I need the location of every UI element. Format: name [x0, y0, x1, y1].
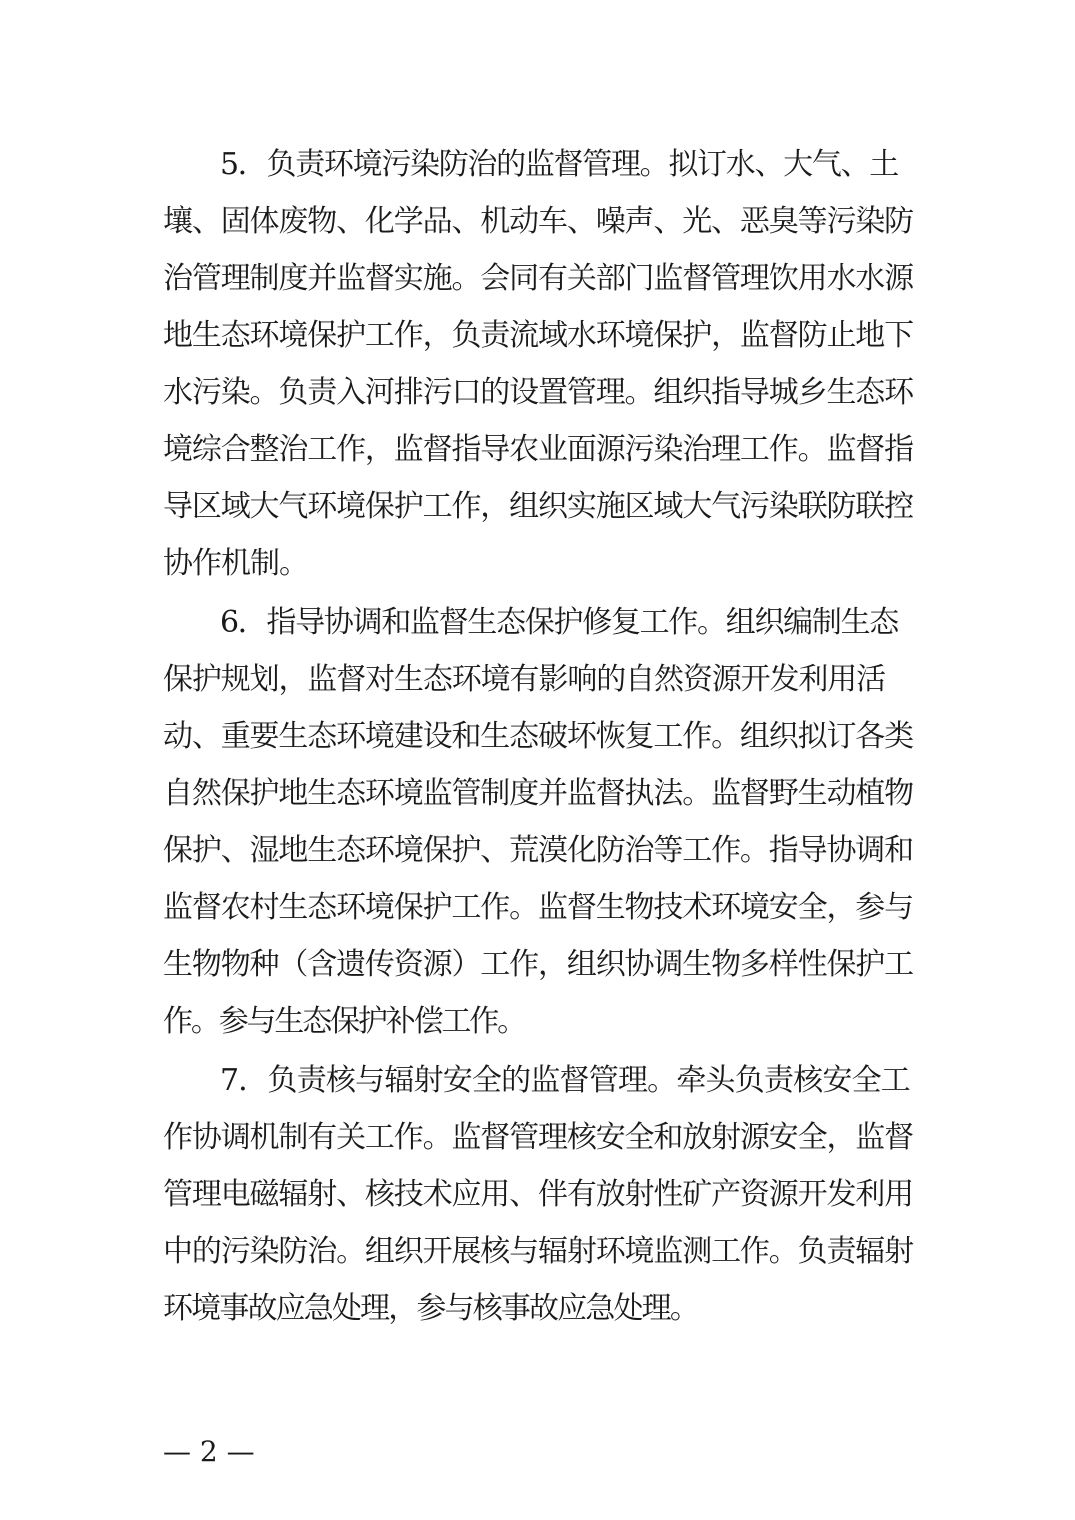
- text-line: 导区域大气环境保护工作，组织实施区域大气污染联防联控: [163, 489, 913, 524]
- text-line: 7．负责核与辐射安全的监督管理。牵头负责核安全工: [220, 1063, 910, 1098]
- text-line: 治管理制度并监督实施。会同有关部门监督管理饮用水水源: [163, 261, 913, 296]
- text-line: 境综合整治工作，监督指导农业面源污染治理工作。监督指: [163, 432, 913, 467]
- text-line: 5．负责环境污染防治的监督管理。拟订水、大气、土: [220, 147, 898, 182]
- text-line: 自然保护地生态环境监管制度并监督执法。监督野生动植物: [163, 776, 913, 811]
- text-line: 保护规划，监督对生态环境有影响的自然资源开发利用活: [163, 662, 885, 697]
- text-line: 中的污染防治。组织开展核与辐射环境监测工作。负责辐射: [163, 1234, 913, 1269]
- text-line: 环境事故应急处理，参与核事故应急处理。: [163, 1291, 698, 1326]
- page-number: — 2 —: [163, 1435, 255, 1468]
- text-line: 监督农村生态环境保护工作。监督生物技术环境安全，参与: [163, 890, 913, 925]
- text-line: 水污染。负责入河排污口的设置管理。组织指导城乡生态环: [163, 375, 913, 410]
- text-line: 协作机制。: [163, 546, 308, 581]
- text-line: 动、重要生态环境建设和生态破坏恢复工作。组织拟订各类: [163, 719, 913, 754]
- text-line: 地生态环境保护工作，负责流域水环境保护，监督防止地下: [163, 318, 913, 353]
- text-line: 6．指导协调和监督生态保护修复工作。组织编制生态: [220, 605, 898, 640]
- text-line: 壤、固体废物、化学品、机动车、噪声、光、恶臭等污染防: [163, 204, 913, 239]
- text-line: 作协调机制有关工作。监督管理核安全和放射源安全，监督: [163, 1120, 913, 1155]
- text-line: 保护、湿地生态环境保护、荒漠化防治等工作。指导协调和: [163, 833, 913, 868]
- text-line: 作。参与生态保护补偿工作。: [163, 1004, 525, 1039]
- text-line: 管理电磁辐射、核技术应用、伴有放射性矿产资源开发利用: [163, 1177, 913, 1212]
- text-line: 生物物种（含遗传资源）工作，组织协调生物多样性保护工: [163, 947, 913, 982]
